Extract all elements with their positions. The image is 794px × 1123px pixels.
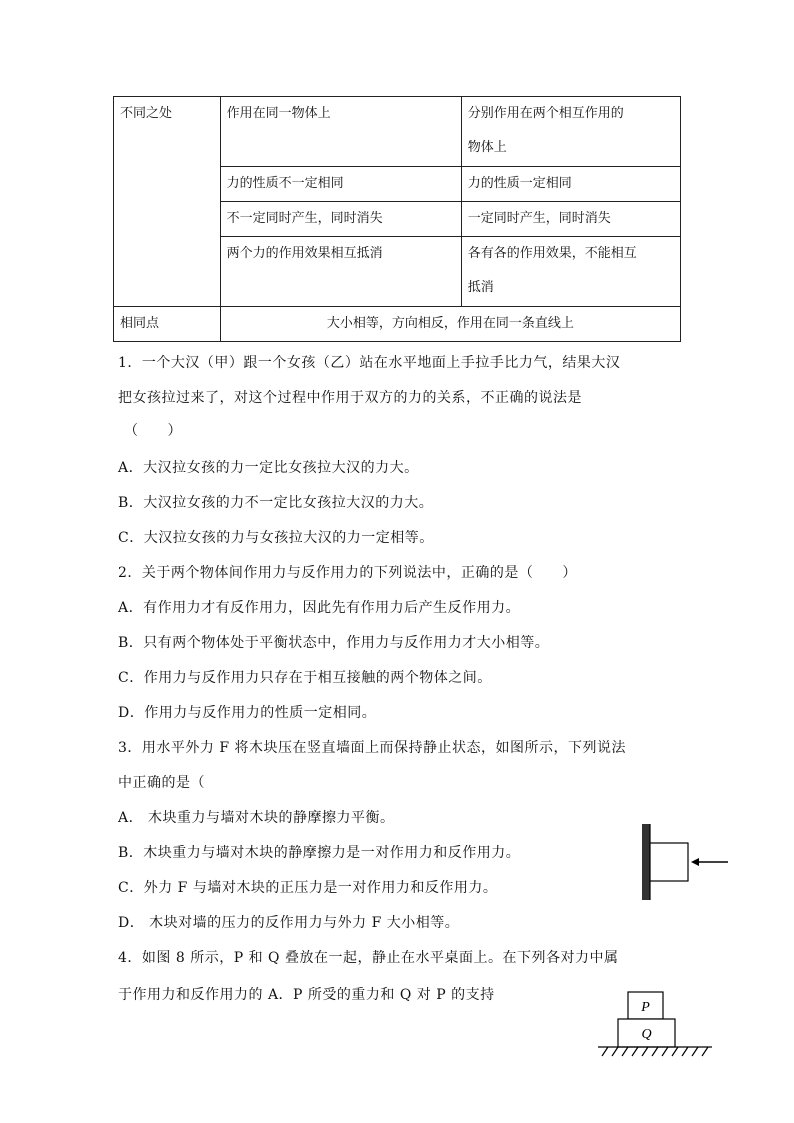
comparison-table <box>113 96 681 342</box>
q2-option-d: D．作用力与反作用力的性质一定相同。 <box>118 705 377 721</box>
q2-option-a: A．有作用力才有反作用力，因此先有作用力后产生反作用力。 <box>118 600 521 616</box>
wall-block-figure <box>638 822 733 902</box>
similarity-label: 相同点 <box>114 307 221 342</box>
q3-option-c: C．外力 F 与墙对木块的正压力是一对作用力和反作用力。 <box>118 880 498 896</box>
cell-not-cancel: 各有各的作用效果，不能相互 抵消 <box>461 237 680 307</box>
similarity-value: 大小相等，方向相反，作用在同一条直线上 <box>220 307 680 342</box>
block-q-label: Q <box>641 1027 652 1042</box>
differences-label: 不同之处 <box>114 97 221 307</box>
cell-nature-not-same: 力的性质不一定相同 <box>220 167 461 202</box>
cell-nature-same: 力的性质一定相同 <box>461 167 680 202</box>
q3-option-b: B．木块重力与墙对木块的静摩擦力是一对作用力和反作用力。 <box>118 845 521 861</box>
q3-option-d: D． 木块对墙的压力的反作用力与外力 F 大小相等。 <box>118 915 460 931</box>
cell-cancel: 两个力的作用效果相互抵消 <box>220 237 461 307</box>
wall-icon <box>642 824 650 900</box>
q4-stem-line2: 于作用力和反作用力的 A．P 所受的重力和 Q 对 P 的支持 <box>118 987 495 1003</box>
cell-two-objects: 分别作用在两个相互作用的 物体上 <box>461 97 680 167</box>
q1-stem-line1: 1．一个大汉（甲）跟一个女孩（乙）站在水平地面上手拉手比力气，结果大汉 <box>118 355 621 371</box>
q1-option-b: B．大汉拉女孩的力不一定比女孩拉大汉的力大。 <box>118 495 434 511</box>
q2-option-b: B．只有两个物体处于平衡状态中，作用力与反作用力才大小相等。 <box>118 635 550 651</box>
cell-same-object: 作用在同一物体上 <box>220 97 461 167</box>
cell-simultaneous: 一定同时产生，同时消失 <box>461 202 680 237</box>
table-surface-icon <box>598 1047 712 1056</box>
q1-option-c: C．大汉拉女孩的力与女孩拉大汉的力一定相等。 <box>118 530 434 546</box>
stacked-blocks-figure <box>596 990 716 1060</box>
q2-stem: 2．关于两个物体间作用力与反作用力的下列说法中，正确的是（ ） <box>118 565 577 581</box>
q1-option-a: A．大汉拉女孩的力一定比女孩拉大汉的力大。 <box>118 460 419 476</box>
block-p-label: P <box>641 1000 650 1015</box>
q1-stem-line2: 把女孩拉过来了，对这个过程中作用于双方的力的关系，不正确的说法是 <box>118 390 582 406</box>
q3-stem-line1: 3．用水平外力 F 将木块压在竖直墙面上而保持静止状态，如图所示，下列说法 <box>118 740 627 756</box>
wooden-block <box>650 843 688 881</box>
q1-blank: （ ） <box>124 423 182 439</box>
q3-option-a: A． 木块重力与墙对木块的静摩擦力平衡。 <box>118 810 395 826</box>
q2-option-c: C．作用力与反作用力只存在于相互接触的两个物体之间。 <box>118 670 492 686</box>
force-arrow-icon <box>691 858 728 866</box>
cell-not-simultaneous: 不一定同时产生，同时消失 <box>220 202 461 237</box>
q4-stem-line1: 4．如图 8 所示，P 和 Q 叠放在一起，静止在水平桌面上。在下列各对力中属 <box>118 950 619 966</box>
q3-stem-line2: 中正确的是（ <box>118 775 205 791</box>
